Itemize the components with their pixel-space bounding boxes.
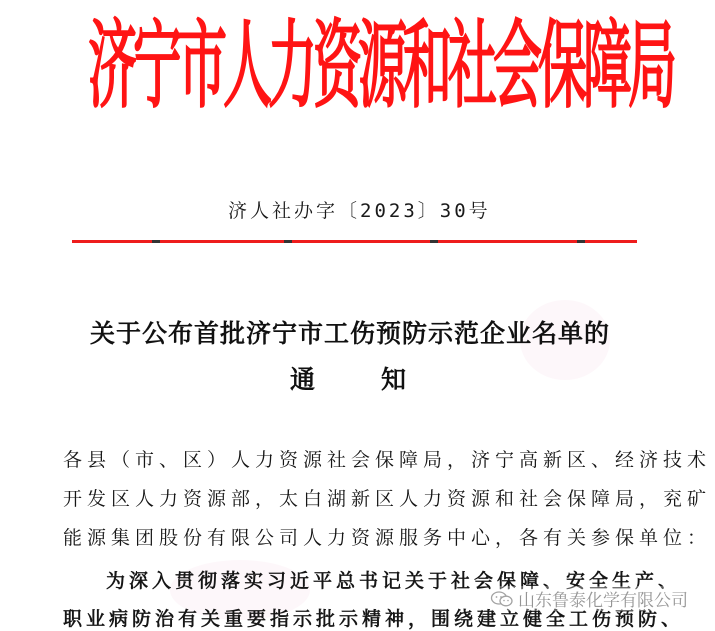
issuer-char: 局: [628, 8, 678, 122]
paragraph-line: 为深入贯彻落实习近平总书记关于社会保障、安全生产、: [106, 570, 682, 592]
rule-mark: [152, 240, 160, 243]
addressee-line: 各县（市、区）人力资源社会保障局，济宁高新区、经济技术: [63, 449, 712, 471]
issuer-char: 社: [448, 8, 498, 122]
wechat-watermark: [490, 586, 688, 611]
red-divider-line: [72, 240, 637, 243]
watermark-text: 山东鲁泰化学有限公司: [518, 591, 688, 611]
issuer-char: 宁: [133, 8, 183, 122]
issuer-char: 市: [178, 8, 228, 122]
document-title-line2: [290, 360, 406, 396]
paragraph-line: 职业病防治有关重要指示批示精神，围绕建立健全工伤预防、: [63, 608, 685, 630]
rule-mark: [577, 240, 585, 243]
wechat-icon: [490, 590, 514, 608]
document-title: 关于公布首批济宁市工伤预防示范企业名单的: [89, 319, 610, 348]
issuer-char: 障: [583, 8, 633, 122]
issuer-char: 人: [223, 8, 273, 122]
document-number: 济人社办字〔2023〕30号: [228, 200, 491, 222]
addressee-line: 能源集团股份有限公司人力资源服务中心，各有关参保单位：: [63, 527, 712, 549]
issuer-char: 资: [313, 8, 363, 122]
rule-mark: [430, 240, 438, 243]
rule-mark: [284, 240, 292, 243]
issuer-char: 保: [538, 8, 588, 122]
issuer-char: 源: [358, 8, 408, 122]
title-char: 知: [381, 365, 407, 394]
issuer-char: 济: [88, 8, 138, 122]
title-char: 通: [290, 365, 316, 394]
issuer-letterhead: [88, 8, 678, 122]
issuer-char: 会: [493, 8, 543, 122]
addressee-line: 开发区人力资源部，太白湖新区人力资源和社会保障局，兖矿: [63, 488, 712, 510]
issuer-char: 和: [403, 8, 453, 122]
issuer-char: 力: [268, 8, 318, 122]
